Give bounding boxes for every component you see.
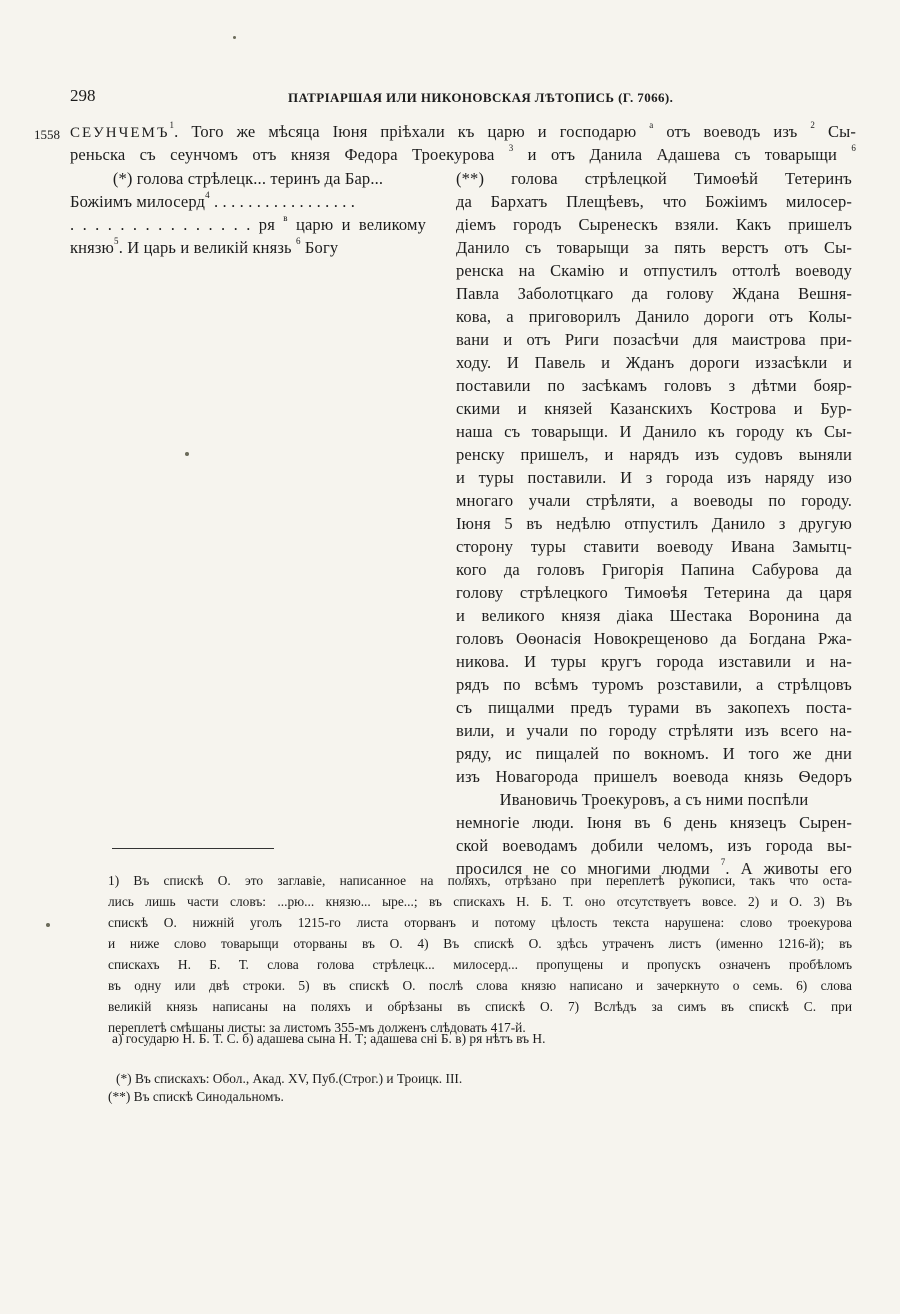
text: отъ воеводъ изъ <box>666 122 798 141</box>
right-line: и туры поставили. И з города изъ наряду изо <box>456 468 852 487</box>
footnote-line: 1) Въ спискѣ О. это заглавіе, написанное на поляхъ, отрѣзано при переплетѣ рукописи, такъ что оста- <box>108 873 852 888</box>
right-line: вани и отъ Риги позасѣчи для маистрова при- <box>456 330 852 349</box>
running-title: ПАТРІАРШАЯ ИЛИ НИКОНОВСКАЯ ЛѢТОПИСЬ (Г. 7066). <box>288 90 674 105</box>
note-ref: 6 <box>295 236 301 246</box>
right-line: наша съ товарыщи. И Данило къ городу къ Сы- <box>456 422 852 441</box>
right-line: никова. И туры кругъ города изставили и на- <box>456 652 852 671</box>
right-line: да Бархатъ Плещѣевъ, что Божіимъ милосер- <box>456 192 852 211</box>
right-line: изъ Новагорода пришелъ воевода князь Ѳедоръ <box>456 767 852 786</box>
text: . Того же мѣсяца Іюня пріѣхали къ царю и господарю <box>174 122 637 141</box>
chapter-heading: СЕУНЧЕМЪ <box>70 125 170 141</box>
text: и отъ Данила Адашева съ товарыщи <box>527 145 838 164</box>
text: Сы- <box>827 122 857 141</box>
left-line-4 <box>70 238 426 258</box>
text: князю <box>70 238 115 257</box>
right-line: діемъ городъ Сыренескъ взяли. Какъ пришелъ <box>456 215 852 234</box>
variant-ref: в <box>283 213 288 223</box>
right-line: Іюня 5 въ недѣлю отпустилъ Данило з другую <box>456 514 852 533</box>
footnote-line: въ одну или двѣ строки. 5) въ спискѣ О. послѣ слова князю написано и зачеркнуто о семь. 6) слова <box>108 978 852 993</box>
paper-speck <box>46 923 50 927</box>
footnote-line: спискѣ О. нижній уголъ 1215-го листа оторванъ и потому цѣлость текста нарушена: слово троекурова <box>108 915 852 930</box>
right-line: рядъ по всѣмъ туромъ розставили, а стрѣлцовъ <box>456 675 852 694</box>
right-line: немногіе люди. Іюня въ 6 день князецъ Сырен- <box>456 813 852 832</box>
text: . . . . . . . . . . . . . . . . . <box>209 192 356 211</box>
right-line: ряду, ис пищалей по вокномъ. И того же дни <box>456 744 852 763</box>
paper-speck <box>185 452 189 456</box>
text: царю и великому <box>295 215 426 234</box>
note-ref: 5 <box>114 236 119 246</box>
right-line: скими и князей Казанскихъ Кострова и Бур- <box>456 399 852 418</box>
footnote-line: спискахъ Н. Б. Т. слова голова стрѣлецк... милосерд... пропущены и пропускъ означенъ пробѣломъ <box>108 957 852 972</box>
right-line: кого да головъ Григорія Папина Сабурова да <box>456 560 852 579</box>
right-line: сторону туры ставити воеводу Ивана Замытц- <box>456 537 852 556</box>
footnote-line: и ниже слово товарыщи оторваны въ О. 4) Въ спискѣ О. здѣсь утраченъ листъ (именно 1216-й); въ <box>108 936 852 951</box>
right-line: Данило съ товарыщи за пять верстъ отъ Сы- <box>456 238 852 257</box>
note-ref: 1 <box>169 120 175 130</box>
page-number: 298 <box>70 86 96 105</box>
footnote-line: великій князь написаны на поляхъ и обрѣзаны въ спискѣ О. 7) Вслѣдъ за симъ въ спискѣ С. при <box>108 999 852 1014</box>
paper-speck <box>233 36 236 39</box>
right-line: ской воеводамъ добили челомъ, изъ города вы- <box>456 836 852 855</box>
footnote-line: лись лишь части словъ: ...рю... князю... ыре...; въ спискахъ Н. Б. Т. оно отсутствуетъ вовсе. 2) и О. 3) Въ <box>108 894 852 909</box>
footnote-line: переплетѣ смѣшаны листы: за листомъ 355-мъ долженъ слѣдовать 417-й. <box>108 1020 526 1035</box>
note-ref: 4 <box>205 190 210 200</box>
right-line: съ пищалми предъ турами въ закопехъ поста- <box>456 698 852 717</box>
note-ref: 2 <box>810 120 816 130</box>
text: . . . . . . . . . . . . . . . ря <box>70 215 275 234</box>
right-line: голову стрѣлецкого Тимоѳѣя Тетерина да царя <box>456 583 852 602</box>
source-note-2: (**) Въ спискѣ Синодальномъ. <box>108 1089 284 1104</box>
variant-ref: а <box>649 120 654 130</box>
right-line: Павла Заболотцкаго да голову Ждана Вешня- <box>456 284 852 303</box>
margin-year: 1558 <box>34 127 60 142</box>
right-line: и великого князя діака Шестака Воронина да <box>456 606 852 625</box>
text: Богу <box>304 238 339 257</box>
right-line: поставили по засѣкамъ головъ з дѣтми бояр- <box>456 376 852 395</box>
footnote-block <box>108 870 852 1038</box>
right-line: головъ Оѳонасія Новокрещеново да Богдана Ржа- <box>456 629 852 648</box>
note-ref: 3 <box>508 143 514 153</box>
right-line: Ивановичь Троекуровъ, а съ ними поспѣли <box>499 790 809 809</box>
source-note-1: (*) Въ спискахъ: Обол., Акад. XV, Пуб.(Строг.) и Троицк. III. <box>116 1071 463 1086</box>
right-line: кова, а приговорилъ Данило дороги отъ Колы- <box>456 307 852 326</box>
right-line: ходу. И Павель и Жданъ дороги иззасѣкли и <box>456 353 852 372</box>
left-line-1: (*) голова стрѣлецк... теринъ да Бар... <box>112 169 384 188</box>
right-line: многаго учали стрѣляти, а воеводы по городу. <box>456 491 852 510</box>
right-line: вили, и учали по городу стрѣляти изъ всего на- <box>456 721 852 740</box>
right-line: (**) голова стрѣлецкой Тимоѳѣй Тетеринъ <box>456 169 852 188</box>
right-line: ренска на Скамію и отпустилъ оттолѣ воеводу <box>456 261 852 280</box>
left-line-3 <box>70 215 426 235</box>
note-ref: 7 <box>720 857 726 867</box>
text: Божіимъ милосерд <box>70 192 206 211</box>
text: реньска съ сеунчомъ отъ князя Федора Троекурова <box>70 145 495 164</box>
variant-readings: а) государю Н. Б. Т. С. б) адашева сына Н. Т; адашева снi Б. в) ря нѣтъ въ Н. <box>112 1031 546 1046</box>
right-line: ренску пришелъ, и нарядъ изъ судовъ выняли <box>456 445 852 464</box>
footnote-rule <box>112 848 274 849</box>
left-line-2 <box>70 192 426 212</box>
text: просился не со многими людми <box>456 859 710 878</box>
intro-line-1 <box>70 122 856 142</box>
text: . А животы его <box>725 859 852 878</box>
note-ref: 6 <box>851 143 856 153</box>
intro-line-2 <box>70 145 856 165</box>
text: . И царь и великій князь <box>118 238 292 257</box>
